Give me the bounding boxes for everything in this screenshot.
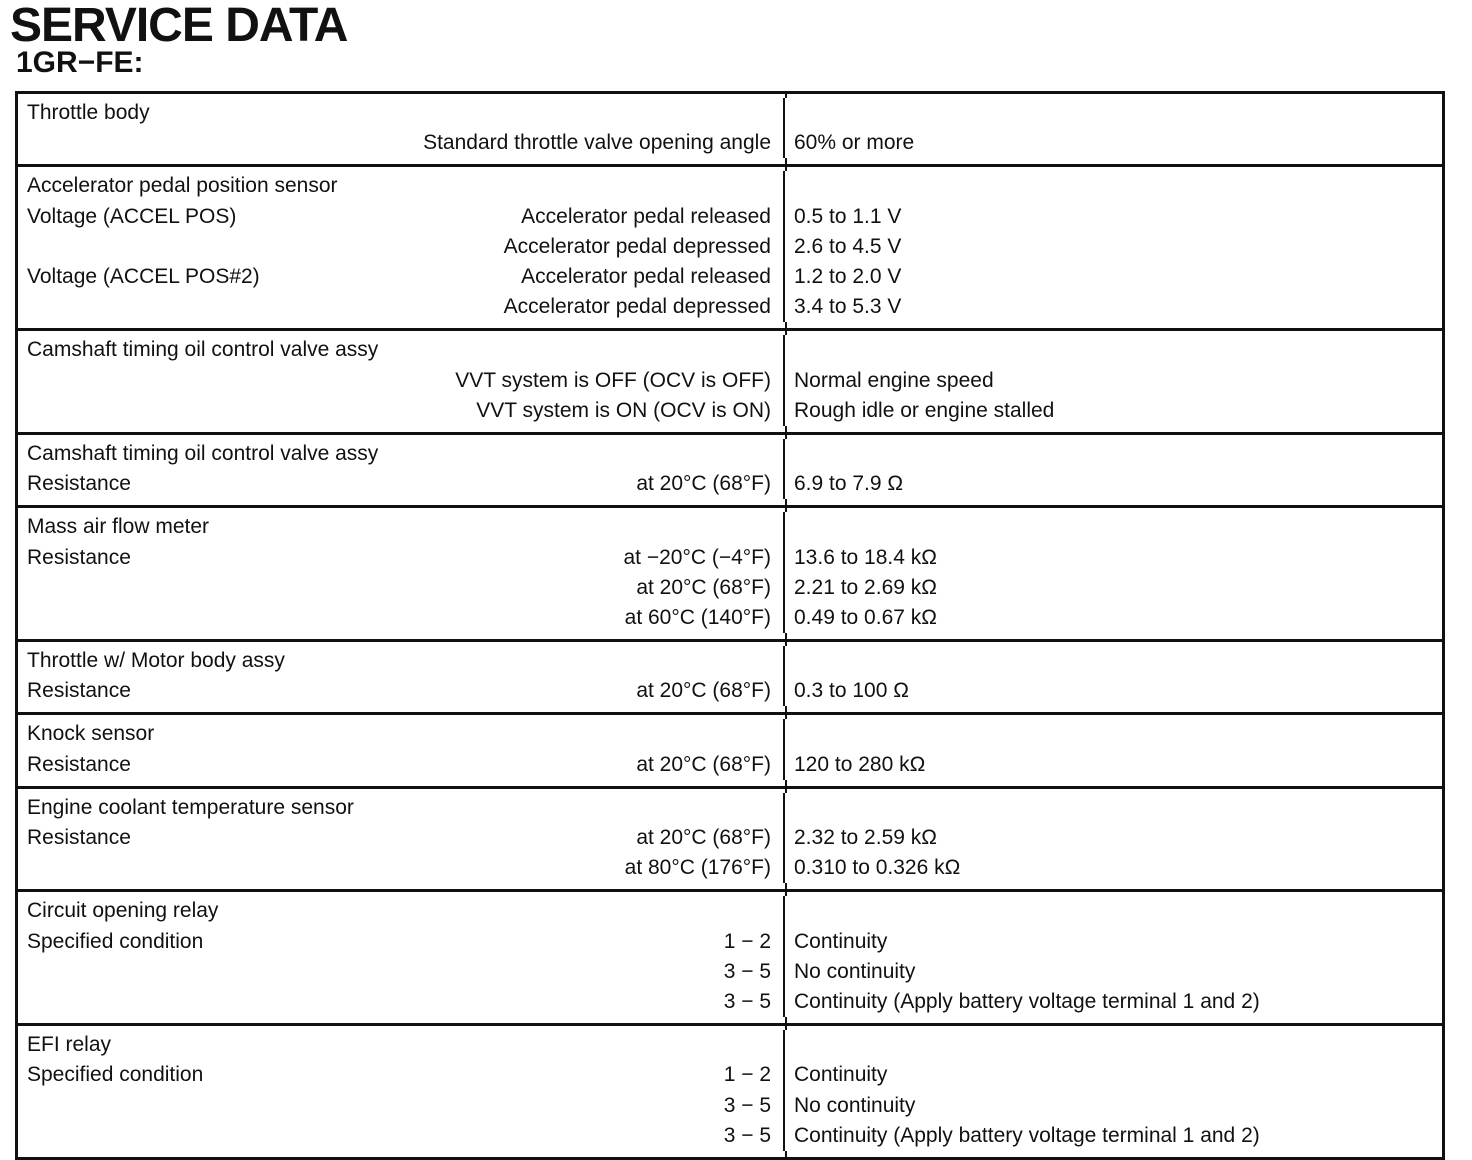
- item-label: EFI relay: [27, 1033, 112, 1057]
- spec-section: [18, 889, 1442, 1023]
- test-condition: 3 − 5: [723, 1093, 771, 1117]
- spec-section: [18, 712, 1442, 785]
- item-label: Resistance: [27, 472, 131, 496]
- spec-row: [18, 335, 1442, 365]
- spec-row: [18, 262, 1442, 292]
- item-label: Accelerator pedal position sensor: [27, 174, 338, 198]
- test-condition: Accelerator pedal released: [521, 204, 771, 228]
- spec-row: [18, 292, 1442, 322]
- spec-row: [18, 232, 1442, 262]
- spec-row: [18, 512, 1442, 542]
- item-label: Throttle w/ Motor body assy: [27, 649, 285, 673]
- spec-row: [18, 542, 1442, 572]
- spec-row: [18, 927, 1442, 957]
- item-label: Throttle body: [27, 101, 150, 125]
- test-condition: at 20°C (68°F): [636, 826, 771, 850]
- test-condition: 3 − 5: [723, 959, 771, 983]
- spec-row: [18, 202, 1442, 232]
- test-condition: VVT system is OFF (OCV is OFF): [455, 368, 771, 392]
- item-label: Camshaft timing oil control valve assy: [27, 441, 379, 465]
- item-label: Resistance: [27, 679, 131, 703]
- test-condition: at 20°C (68°F): [636, 575, 771, 599]
- test-condition: Standard throttle valve opening angle: [423, 131, 771, 155]
- spec-row: [18, 676, 1442, 706]
- item-label: Specified condition: [27, 1063, 204, 1087]
- engine-code: 1GR−FE:: [16, 46, 144, 79]
- spec-section: [18, 328, 1442, 432]
- spec-value: 3.4 to 5.3 V: [794, 295, 902, 319]
- spec-row: [18, 128, 1442, 158]
- spec-value: No continuity: [794, 959, 916, 983]
- spec-row: [18, 1060, 1442, 1090]
- test-condition: at 80°C (176°F): [624, 856, 771, 880]
- test-condition: at 20°C (68°F): [636, 752, 771, 776]
- spec-row: [18, 646, 1442, 676]
- test-condition: Accelerator pedal released: [521, 265, 771, 289]
- item-label: Circuit opening relay: [27, 899, 219, 923]
- spec-row: [18, 750, 1442, 780]
- spec-row: [18, 98, 1442, 128]
- spec-row: [18, 573, 1442, 603]
- spec-row: [18, 366, 1442, 396]
- spec-value: 60% or more: [794, 131, 915, 155]
- spec-section: [18, 94, 1442, 164]
- item-label: Voltage (ACCEL POS#2): [27, 265, 260, 289]
- spec-value: Rough idle or engine stalled: [794, 398, 1055, 422]
- item-label: Specified condition: [27, 929, 204, 953]
- spec-row: [18, 439, 1442, 469]
- item-label: Engine coolant temperature sensor: [27, 795, 354, 819]
- spec-section: [18, 432, 1442, 505]
- spec-value: Continuity: [794, 1063, 888, 1087]
- spec-value: 2.6 to 4.5 V: [794, 234, 902, 258]
- test-condition: VVT system is ON (OCV is ON): [476, 398, 771, 422]
- spec-value: Continuity (Apply battery voltage terminal 1 and 2): [794, 1123, 1260, 1147]
- test-condition: at 20°C (68°F): [636, 472, 771, 496]
- test-condition: 1 − 2: [723, 1063, 771, 1087]
- spec-section: [18, 1023, 1442, 1157]
- test-condition: Accelerator pedal depressed: [503, 234, 771, 258]
- spec-row: [18, 719, 1442, 749]
- spec-value: 120 to 280 kΩ: [794, 752, 926, 776]
- item-label: Voltage (ACCEL POS): [27, 204, 237, 228]
- test-condition: 3 − 5: [723, 1123, 771, 1147]
- spec-table: [15, 91, 1445, 1160]
- spec-row: [18, 957, 1442, 987]
- item-label: Resistance: [27, 545, 131, 569]
- spec-row: [18, 171, 1442, 201]
- spec-value: Normal engine speed: [794, 368, 994, 392]
- item-label: Knock sensor: [27, 722, 155, 746]
- spec-value: 0.310 to 0.326 kΩ: [794, 856, 961, 880]
- item-label: Mass air flow meter: [27, 515, 210, 539]
- spec-value: Continuity: [794, 929, 888, 953]
- spec-value: 2.32 to 2.59 kΩ: [794, 826, 937, 850]
- spec-row: [18, 853, 1442, 883]
- spec-row: [18, 603, 1442, 633]
- spec-section: [18, 164, 1442, 328]
- spec-value: Continuity (Apply battery voltage terminal 1 and 2): [794, 989, 1260, 1013]
- spec-value: 0.3 to 100 Ω: [794, 679, 909, 703]
- spec-section: [18, 639, 1442, 712]
- test-condition: at 60°C (140°F): [624, 605, 771, 629]
- test-condition: at −20°C (−4°F): [623, 545, 771, 569]
- spec-value: 1.2 to 2.0 V: [794, 265, 902, 289]
- test-condition: Accelerator pedal depressed: [503, 295, 771, 319]
- spec-value: 2.21 to 2.69 kΩ: [794, 575, 937, 599]
- spec-row: [18, 823, 1442, 853]
- spec-value: 6.9 to 7.9 Ω: [794, 472, 904, 496]
- spec-row: [18, 469, 1442, 499]
- spec-section: [18, 786, 1442, 890]
- test-condition: 1 − 2: [723, 929, 771, 953]
- spec-row: [18, 987, 1442, 1017]
- item-label: Resistance: [27, 752, 131, 776]
- spec-value: No continuity: [794, 1093, 916, 1117]
- spec-row: [18, 1090, 1442, 1120]
- spec-section: [18, 505, 1442, 639]
- test-condition: at 20°C (68°F): [636, 679, 771, 703]
- page-title: SERVICE DATA: [10, 0, 348, 52]
- item-label: Resistance: [27, 826, 131, 850]
- spec-value: 0.5 to 1.1 V: [794, 204, 902, 228]
- item-label: Camshaft timing oil control valve assy: [27, 338, 379, 362]
- spec-row: [18, 1030, 1442, 1060]
- spec-value: 13.6 to 18.4 kΩ: [794, 545, 937, 569]
- test-condition: 3 − 5: [723, 989, 771, 1013]
- spec-row: [18, 1121, 1442, 1151]
- spec-row: [18, 793, 1442, 823]
- spec-row: [18, 896, 1442, 926]
- spec-row: [18, 396, 1442, 426]
- spec-value: 0.49 to 0.67 kΩ: [794, 605, 937, 629]
